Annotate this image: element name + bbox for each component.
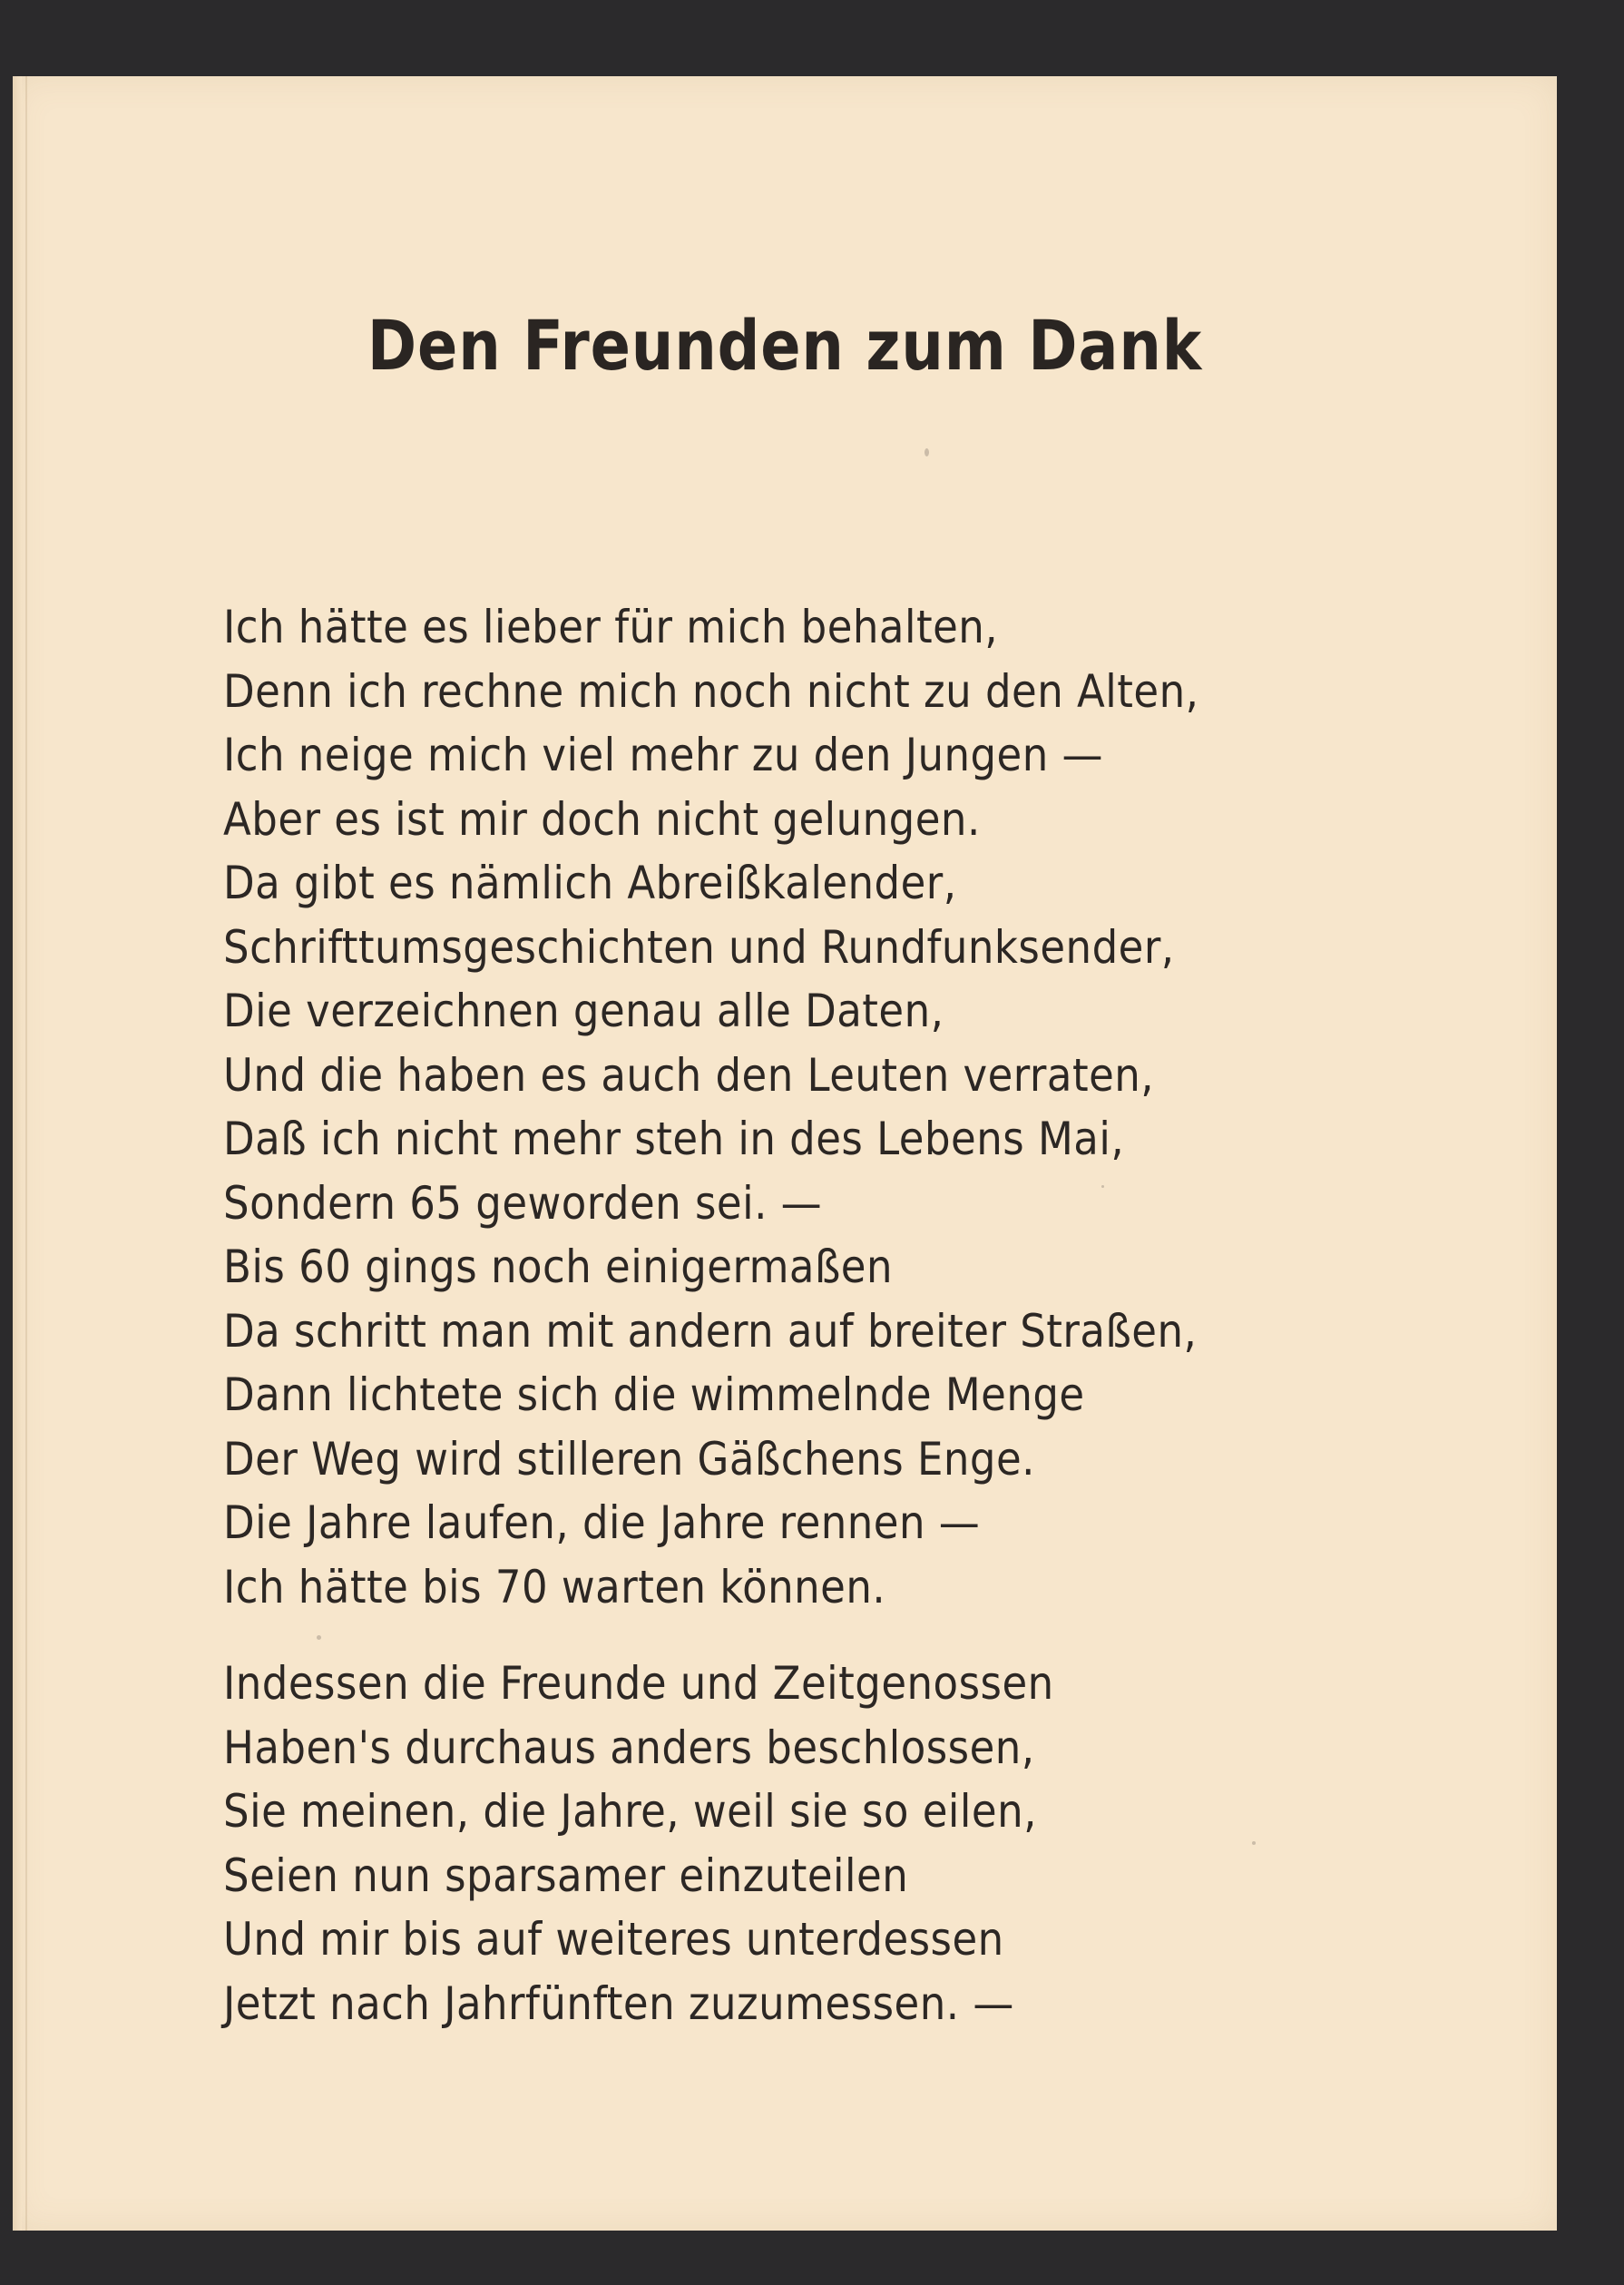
poem-line: Da gibt es nämlich Abreißkalender, bbox=[223, 857, 957, 909]
poem-line: Denn ich rechne mich noch nicht zu den Alten, bbox=[223, 664, 1199, 718]
poem-line: Sondern 65 geworden sei. — bbox=[223, 1176, 823, 1230]
stanza-1 bbox=[223, 595, 1403, 1619]
poem-line: Bis 60 gings noch einigermaßen bbox=[223, 1241, 893, 1293]
spine-line bbox=[25, 76, 27, 2231]
poem-line: Dann lichtete sich die wimmelnde Menge bbox=[223, 1368, 1085, 1421]
poem-line: Da schritt man mit andern auf breiter Straßen, bbox=[223, 1304, 1198, 1358]
poem-body bbox=[223, 595, 1403, 2035]
poem-line: Sie meinen, die Jahre, weil sie so eilen, bbox=[223, 1785, 1037, 1838]
poem-line: Und mir bis auf weiteres unterdessen bbox=[223, 1913, 1004, 1966]
poem-line: Die verzeichnen genau alle Daten, bbox=[223, 985, 944, 1037]
poem-line: Haben's durchaus anders beschlossen, bbox=[223, 1721, 1035, 1774]
poem-line: Und die haben es auch den Leuten verraten, bbox=[223, 1048, 1155, 1102]
poem-line: Aber es ist mir doch nicht gelungen. bbox=[223, 792, 981, 846]
poem-line: Schrifttumsgeschichten und Rundfunksender, bbox=[223, 920, 1175, 974]
poem-line: Indessen die Freunde und Zeitgenossen bbox=[223, 1657, 1054, 1710]
paper-speck bbox=[1252, 1841, 1256, 1845]
poem-line: Ich hätte es lieber für mich behalten, bbox=[223, 601, 999, 653]
poem-line: Ich neige mich viel mehr zu den Jungen — bbox=[223, 729, 1104, 781]
paper-speck bbox=[925, 448, 929, 456]
poem-title: Den Freunden zum Dank bbox=[367, 305, 1203, 386]
document-page bbox=[13, 76, 1557, 2231]
poem-line: Jetzt nach Jahrfünften zuzumessen. — bbox=[223, 1976, 1014, 2030]
poem-line: Der Weg wird stilleren Gäßchens Enge. bbox=[223, 1432, 1035, 1486]
poem-line: Ich hätte bis 70 warten können. bbox=[223, 1560, 886, 1613]
poem-line: Daß ich nicht mehr steh in des Lebens Mai, bbox=[223, 1113, 1125, 1165]
paper-speck bbox=[1101, 1185, 1104, 1188]
page-fold bbox=[13, 76, 22, 2231]
poem-line: Seien nun sparsamer einzuteilen bbox=[223, 1849, 909, 1902]
paper-speck bbox=[317, 1635, 321, 1640]
stanza-2 bbox=[223, 1652, 1403, 2035]
poem-line: Die Jahre laufen, die Jahre rennen — bbox=[223, 1496, 981, 1549]
